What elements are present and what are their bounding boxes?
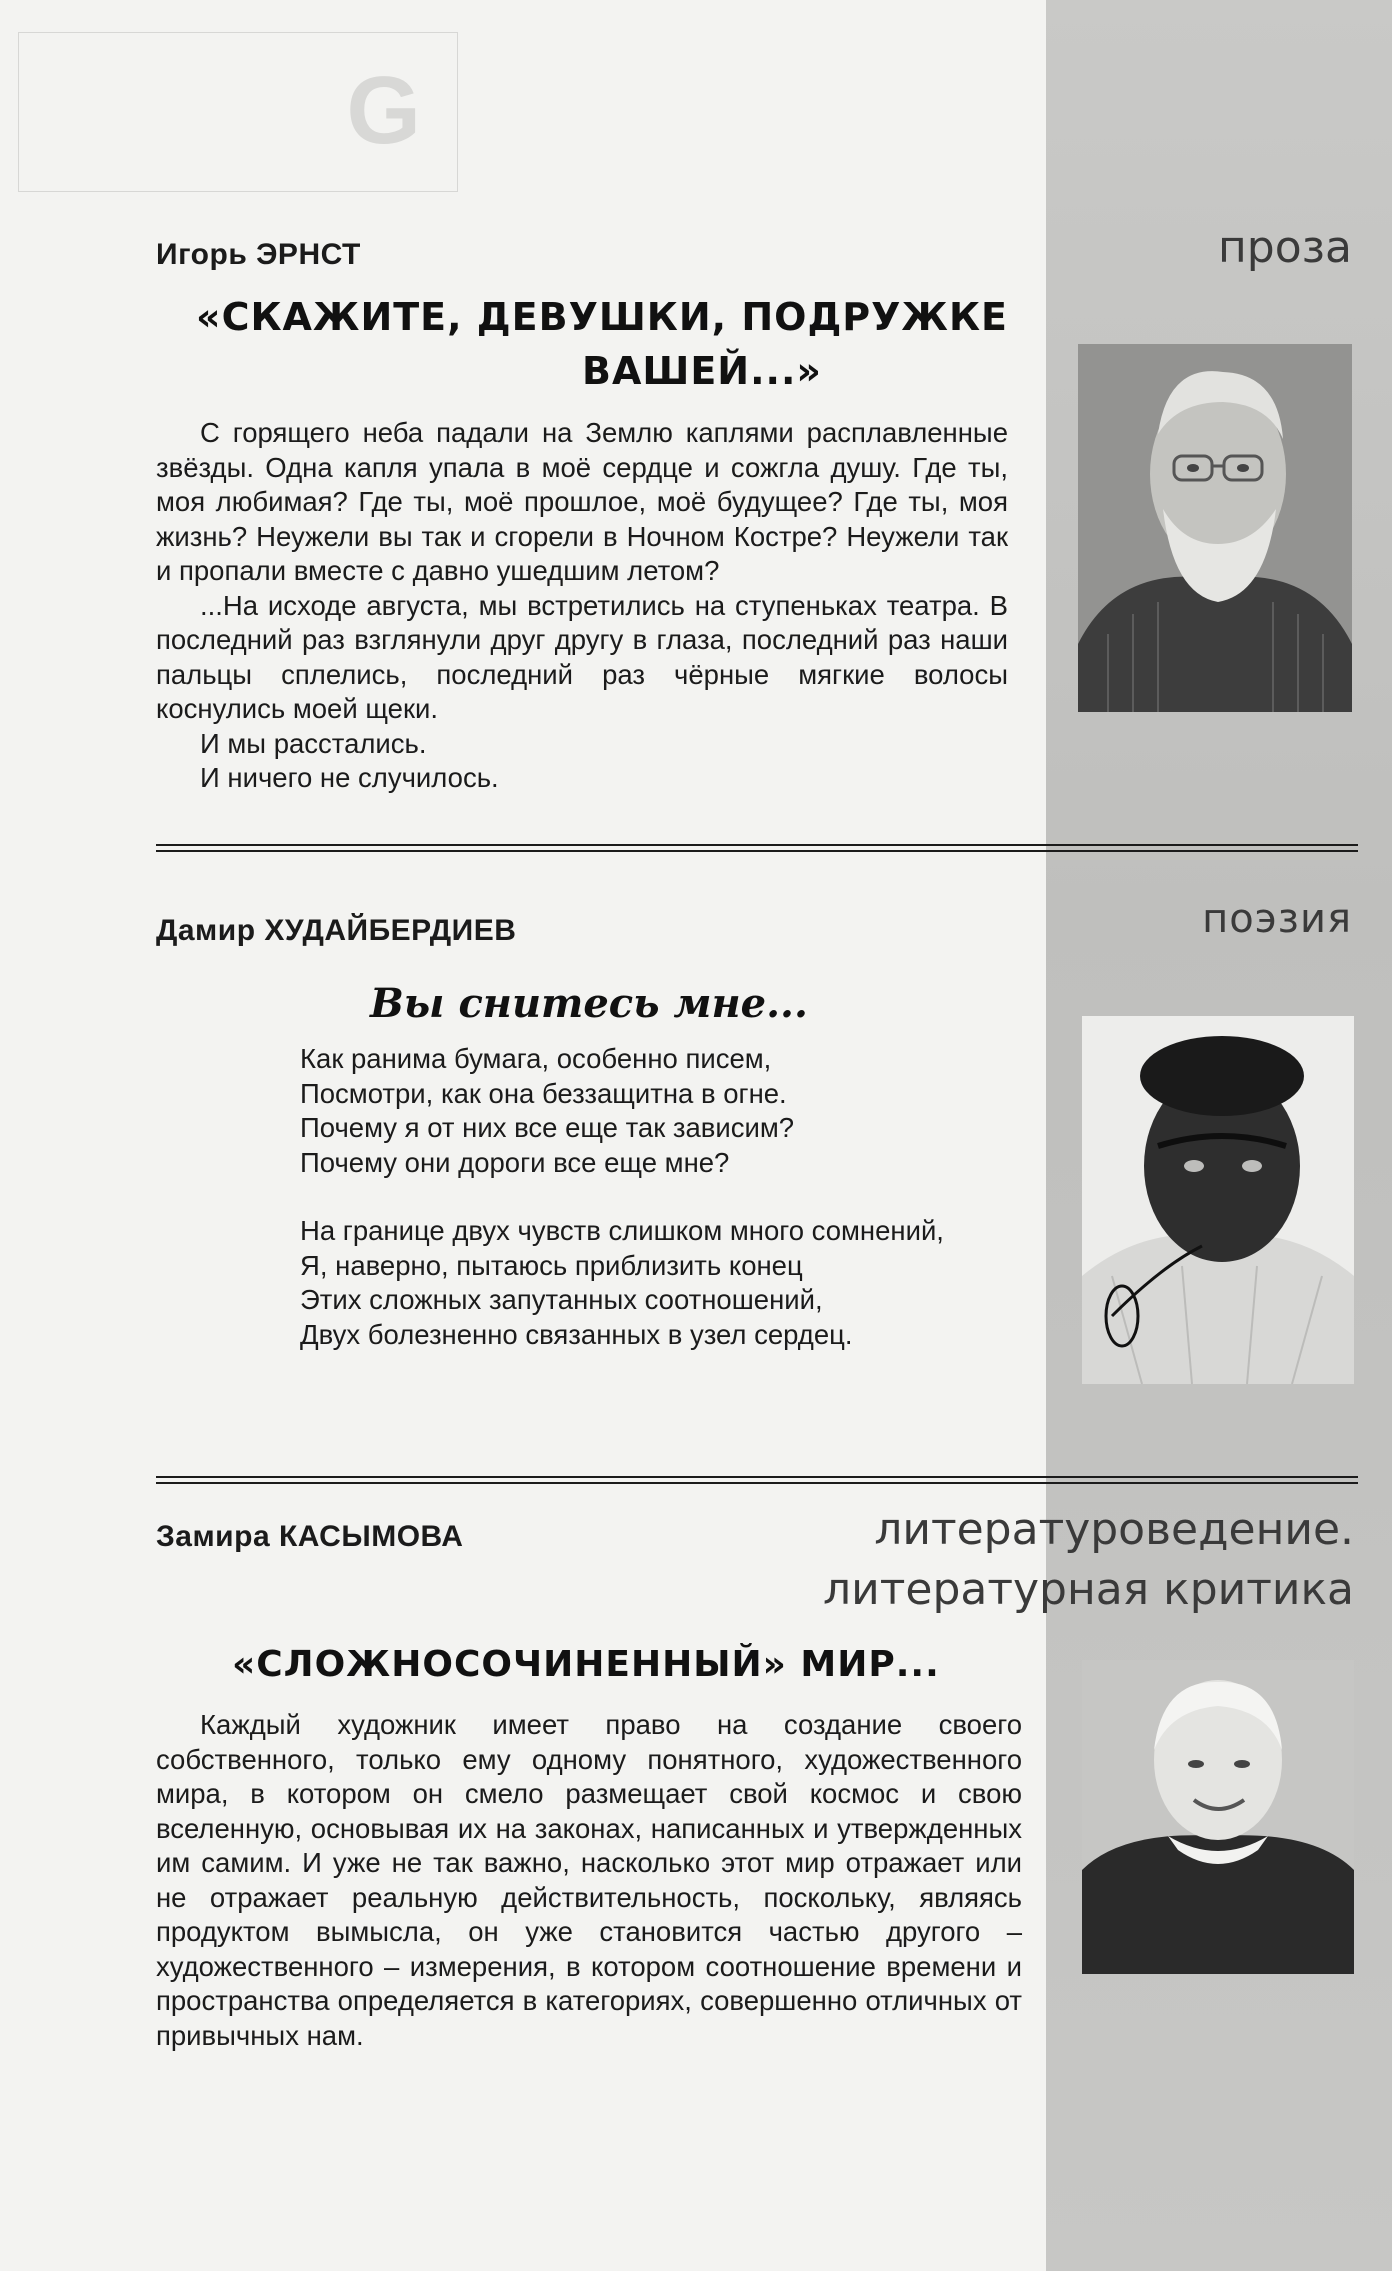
paragraph: И ничего не случилось. bbox=[200, 762, 499, 793]
portrait-illustration bbox=[1078, 344, 1352, 712]
paragraph: С горящего неба падали на Землю каплями расплавленные звёзды. Одна капля упала в моё сердце и сожгла душу. Где ты, моя любимая? Где ты, моё прошлое, моё будущее? Где ты, моя жизнь? Неужели вы так и сгорели в Ночном Костре? Неужели так и пропали вместе с давно ушедшим летом? bbox=[156, 417, 1008, 586]
poem-line: Этих сложных запутанных соотношений, bbox=[300, 1284, 823, 1315]
portrait-illustration bbox=[1082, 1016, 1354, 1384]
article-title-1 bbox=[156, 290, 1048, 398]
portrait-illustration bbox=[1082, 1660, 1354, 1974]
poem-line: Почему они дороги все еще мне? bbox=[300, 1146, 730, 1178]
stamp-letter: G bbox=[346, 57, 421, 164]
genre-label-1: проза bbox=[1218, 222, 1352, 273]
poem-title: Вы снитесь мне... bbox=[370, 980, 808, 1027]
author-name-2: Дамир ХУДАЙБЕРДИЕВ bbox=[156, 914, 517, 947]
author-name-1: Игорь ЭРНСТ bbox=[156, 238, 361, 271]
poem-text bbox=[300, 1042, 944, 1352]
section-divider-1 bbox=[156, 844, 1358, 852]
faded-library-stamp bbox=[18, 32, 458, 192]
genre-label-3 bbox=[823, 1500, 1354, 1620]
genre-line-1: литературоведение. bbox=[874, 1504, 1354, 1555]
title-line-2: ВАШЕЙ...» bbox=[582, 349, 822, 393]
poem-line: Посмотри, как она беззащитна в огне. bbox=[300, 1077, 787, 1109]
author-photo-kasymova bbox=[1082, 1660, 1354, 1974]
article-title-3: «СЛОЖНОСОЧИНЕННЫЙ» МИР... bbox=[232, 1644, 940, 1685]
author-photo-khudaiberdiev bbox=[1082, 1016, 1354, 1384]
section-divider-2 bbox=[156, 1476, 1358, 1484]
poem-line: Я, наверно, пытаюсь приблизить конец bbox=[300, 1249, 803, 1281]
genre-label-2: поэзия bbox=[1202, 896, 1352, 942]
author-name-3: Замира КАСЫМОВА bbox=[156, 1520, 464, 1553]
author-photo-ernst bbox=[1078, 344, 1352, 712]
paragraph: И мы расстались. bbox=[200, 727, 427, 759]
paragraph: ...На исходе августа, мы встретились на ступеньках театра. В последний раз взглянули друг другу в глаза, последний раз наши пальцы сплелись, последний раз чёрные мягкие волосы коснулись моей щеки. bbox=[156, 589, 1008, 724]
poem-line: Двух болезненно связанных в узел сердец. bbox=[300, 1318, 853, 1350]
prose-text-3 bbox=[156, 1708, 1022, 2053]
stanza-gap bbox=[300, 1180, 944, 1214]
title-line-1: «СКАЖИТЕ, ДЕВУШКИ, ПОДРУЖКЕ bbox=[196, 295, 1008, 339]
genre-line-2: литературная критика bbox=[823, 1564, 1354, 1615]
poem-line: На границе двух чувств слишком много сомнений, bbox=[300, 1215, 944, 1246]
prose-text-1 bbox=[156, 416, 1008, 796]
paragraph: Каждый художник имеет право на создание своего собственного, только ему одному понятного, художественного мира, в котором он смело размещает свой космос и свою вселенную, основывая их на законах, написанных и утвержденных им самим. И уже не так важно, насколько этот мир отражает или не отражает реальную действительность, поскольку, являясь продуктом вымысла, он уже становится частью другого – художественного – измерения, в котором соотношение времени и пространства определяется в категориях, совершенно отличных от привычных нам. bbox=[156, 1709, 1022, 2051]
poem-line: Как ранима бумага, особенно писем, bbox=[300, 1043, 772, 1074]
poem-line: Почему я от них все еще так зависим? bbox=[300, 1112, 795, 1143]
